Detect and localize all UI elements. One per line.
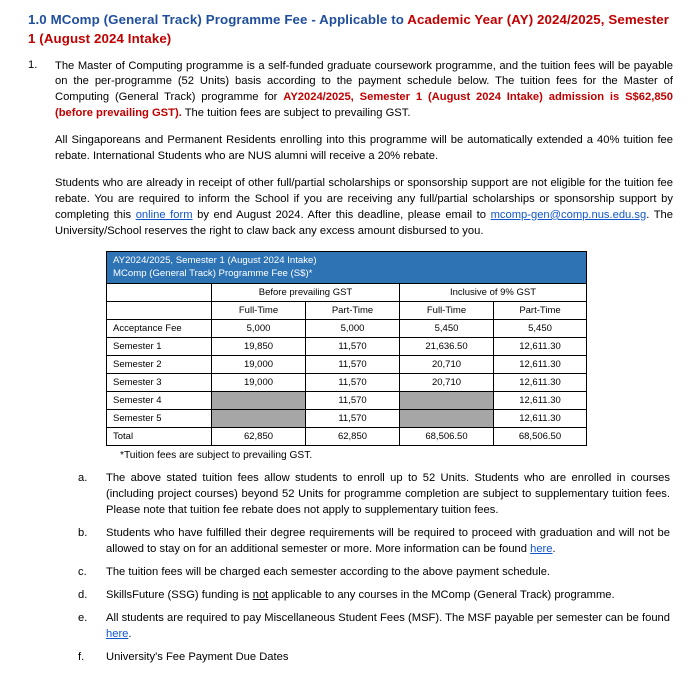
page-title [28,10,673,49]
paragraph-1-text-c: The tuition fees are subject to prevailing GST. [181,107,411,120]
msf-info-link[interactable]: here [106,627,129,640]
paragraph-3-text-c: . The University/School reserves the right to claw back any excess amount disbursed to you. [55,208,673,237]
paragraph-1-text-a: The Master of Computing programme is a self-funded graduate coursework programme, and the tuition fees will be payable on the per-programme (52 Units) basis according to the payment schedule below. The tuition fees for the Master of Computing (General Track) programme for [55,59,673,104]
list-item [78,471,670,519]
row-cell: 11,570 [306,356,400,374]
row-cell: 19,000 [212,374,306,392]
numbered-section-1 [28,59,673,240]
page-left-margin [0,0,5,601]
list-item-text: The above stated tuition fees allow students to enroll up to 52 Units. Students who are enrolled in courses (including project courses) beyond 52 Units for programme completion are subject to supplementary tuition fees. Please note that tuition fee rebate does not apply to supplementary tuition fees. [106,472,670,517]
table-group-header-row [107,284,587,302]
sub-header-part-time-1: Part-Time [306,302,400,320]
list-item [78,565,670,581]
group-header-inclusive-gst: Inclusive of 9% GST [400,284,587,302]
list-item-letter: f. [78,650,85,663]
list-item-underlined-word: not [252,588,269,601]
table-corner-cell-2 [107,302,212,320]
table-footnote: *Tuition fees are subject to prevailing GST. [120,450,313,462]
list-item [78,526,670,558]
list-item-letter: b. [78,527,88,540]
row-label: Semester 2 [107,356,212,374]
fee-table [106,251,587,447]
group-header-before-gst: Before prevailing GST [212,284,400,302]
row-cell: 5,450 [494,320,587,338]
list-item [78,588,670,604]
row-cell: 20,710 [400,356,494,374]
fee-table-container [106,251,586,447]
table-row [107,410,587,428]
row-label: Acceptance Fee [107,320,212,338]
row-cell-shaded [400,410,494,428]
row-cell: 11,570 [306,338,400,356]
row-cell: 12,611.30 [494,356,587,374]
row-label: Semester 3 [107,374,212,392]
list-item-text-end: . [552,543,556,556]
table-row [107,320,587,338]
row-label: Semester 5 [107,410,212,428]
row-cell: 21,636.50 [400,338,494,356]
list-item-text: University's Fee Payment Due Dates [106,650,289,663]
list-item-text: Students who have fulfilled their degree requirements will be required to proceed with graduation and will not be allowed to stay on for an additional semester or more. More information can be found [106,527,670,556]
table-caption-line2: MComp (General Track) Programme Fee (S$)* [113,267,313,279]
table-row [107,374,587,392]
list-item-text: SkillsFuture (SSG) funding is [106,588,253,601]
list-item-text: The tuition fees will be charged each semester according to the above payment schedule. [106,566,551,578]
sub-header-part-time-2: Part-Time [494,302,587,320]
list-item-letter: c. [78,566,87,578]
table-caption-cell [107,251,587,284]
row-label: Total [107,428,212,446]
paragraph-programme-fee [55,59,673,123]
table-row [107,392,587,410]
paragraph-3-text-a: Students who are already in receipt of other full/partial scholarships or sponsorship support are not eligible for the tuition fee rebate. You are required to inform the School if you are receiving any full/partial scholarships or sponsorship support by completing this [55,176,673,221]
list-item-letter: d. [78,588,88,601]
sub-header-full-time-1: Full-Time [212,302,306,320]
notes-list [78,471,670,665]
table-caption-line1: AY2024/2025, Semester 1 (August 2024 Intake) [113,254,317,266]
row-cell: 5,450 [400,320,494,338]
page-title-plain: 1.0 MComp (General Track) Programme Fee - Applicable to [28,12,408,27]
table-row [107,356,587,374]
row-cell: 20,710 [400,374,494,392]
row-label: Semester 4 [107,392,212,410]
row-label: Semester 1 [107,338,212,356]
paragraph-rebate: All Singaporeans and Permanent Residents enrolling into this programme will be automatically extended a 40% tuition fee rebate. International Students who are NUS alumni will receive a 20% rebate. [55,134,673,163]
email-link[interactable]: mcomp-gen@comp.nus.edu.sg [490,208,647,221]
row-cell-shaded [212,392,306,410]
row-cell: 68,506.50 [494,428,587,446]
table-caption-row [107,251,587,284]
row-cell: 19,850 [212,338,306,356]
paragraph-1-fee-highlight: AY2024/2025, Semester 1 (August 2024 Intake) admission is S$62,850 (before prevailing GST). [55,91,673,120]
table-row [107,338,587,356]
row-cell: 12,611.30 [494,374,587,392]
row-cell: 62,850 [306,428,400,446]
list-item [78,650,670,666]
row-cell: 12,611.30 [494,338,587,356]
list-item [78,611,670,643]
row-cell: 11,570 [306,392,400,410]
online-form-link[interactable]: online form [135,208,193,221]
row-cell-shaded [400,392,494,410]
row-cell: 5,000 [212,320,306,338]
list-item-letter: a. [78,472,88,485]
paragraph-3-text-b: by end August 2024. After this deadline, please email to [192,208,491,221]
row-cell: 11,570 [306,374,400,392]
paragraph-scholarship [55,176,673,240]
document-content [28,10,673,673]
table-corner-cell [107,284,212,302]
row-cell: 12,611.30 [494,392,587,410]
list-number: 1. [28,58,38,71]
list-item-letter: e. [78,611,88,624]
row-cell: 62,850 [212,428,306,446]
list-item-text-end: . [128,627,132,640]
list-item-text-end: applicable to any courses in the MComp (General Track) programme. [268,588,615,601]
row-cell: 12,611.30 [494,410,587,428]
sub-header-full-time-2: Full-Time [400,302,494,320]
page-title-highlight: Academic Year (AY) 2024/2025, Semester 1 (August 2024 Intake) [28,12,670,47]
list-item-text: All students are required to pay Miscellaneous Student Fees (MSF). The MSF payable per semester can be found [106,611,670,624]
graduation-info-link[interactable]: here [530,543,553,556]
row-cell: 5,000 [306,320,400,338]
row-cell-shaded [212,410,306,428]
table-row-total [107,428,587,446]
row-cell: 68,506.50 [400,428,494,446]
table-sub-header-row [107,302,587,320]
row-cell: 19,000 [212,356,306,374]
row-cell: 11,570 [306,410,400,428]
